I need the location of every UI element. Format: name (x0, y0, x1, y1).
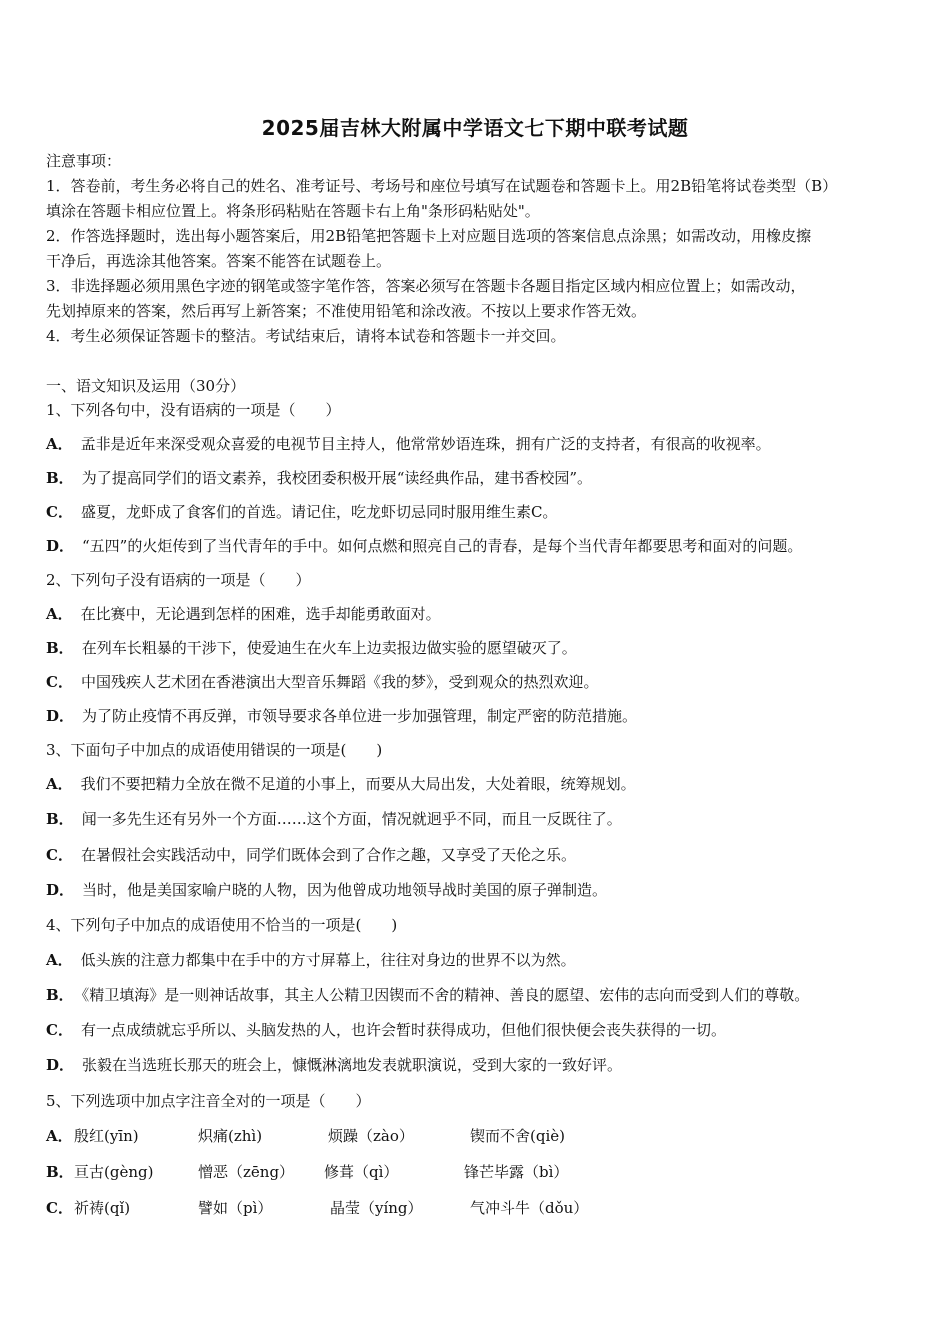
option-text: 有一点成绩就忘乎所以、头脑发热的人，也许会暂时获得成功，但他们很快便会丧失获得的一切。 (80, 1021, 726, 1039)
pinyin-item: 祈祷(qǐ) (74, 1199, 131, 1217)
answer-option (46, 468, 906, 488)
option-label: C． (46, 1199, 73, 1217)
answer-option (46, 672, 906, 692)
option-text: 张毅在当选班长那天的班会上，慷慨淋漓地发表就职演说，受到大家的一致好评。 (82, 1056, 623, 1074)
option-text: 为了防止疫情不再反弹，市领导要求各单位进一步加强管理，制定严密的防范措施。 (82, 707, 638, 725)
pinyin-item: 譬如（pì） (198, 1199, 273, 1217)
answer-option (46, 604, 906, 624)
pinyin-item: 憎恶（zēng） (198, 1163, 295, 1181)
option-label: C． (46, 1021, 73, 1039)
option-text: 孟非是近年来深受观众喜爱的电视节目主持人，他常常妙语连珠，拥有广泛的支持者，有很高的收视率。 (80, 435, 771, 453)
pinyin-item: 修葺（qì） (324, 1163, 399, 1181)
option-text: 闻一多先生还有另外一个方面……这个方面，情况就迥乎不同，而且一反既往了。 (81, 810, 622, 828)
option-text: 当时，他是美国家喻户晓的人物，因为他曾成功地领导战时美国的原子弹制造。 (82, 881, 608, 899)
page-title: 2025届吉林大附属中学语文七下期中联考试题 (261, 116, 689, 140)
notice-line: 填涂在答题卡相应位置上。将条形码粘贴在答题卡右上角"条形码粘贴处"。 (46, 202, 540, 220)
notice-line: 1．答卷前，考生务必将自己的姓名、准考证号、考场号和座位号填写在试题卷和答题卡上。用2B铅笔将试卷类型（B） (46, 177, 838, 195)
answer-option (46, 536, 906, 556)
pinyin-item: 亘古(gèng) (74, 1163, 154, 1181)
pinyin-option-row (46, 1198, 906, 1220)
question-stem: 3、下面句子中加点的成语使用错误的一项是( ) (46, 741, 383, 759)
pinyin-option-row (46, 1126, 906, 1148)
question-stem: 4、下列句子中加点的成语使用不恰当的一项是( ) (46, 916, 398, 934)
pinyin-option-row (46, 1162, 906, 1184)
option-text: 《精卫填海》是一则神话故事，其主人公精卫因锲而不舍的精神、善良的愿望、宏伟的志向而受到人们的尊敬。 (81, 986, 810, 1004)
pinyin-item: 锋芒毕露（bì） (464, 1163, 569, 1181)
option-label: D． (46, 1056, 75, 1074)
pinyin-item: 锲而不舍(qiè) (470, 1127, 565, 1145)
option-label: B． (46, 1163, 74, 1181)
answer-option (46, 950, 906, 970)
notice-line: 3．非选择题必须用黑色字迹的钢笔或签字笔作答，答案必须写在答题卡各题目指定区域内相应位置上；如需改动， (46, 277, 806, 295)
option-label: C． (46, 503, 73, 521)
notice-line: 2．作答选择题时，选出每小题答案后，用2B铅笔把答题卡上对应题目选项的答案信息点涂黑；如需改动，用橡皮擦 (46, 227, 812, 245)
notice-heading: 注意事项： (46, 152, 122, 170)
question-stem: 1、下列各句中，没有语病的一项是（ ） (46, 401, 341, 419)
notice-line: 先划掉原来的答案，然后再写上新答案；不准使用铅笔和涂改液。不按以上要求作答无效。 (46, 302, 647, 320)
option-label: C． (46, 846, 73, 864)
option-text: 为了提高同学们的语文素养，我校团委积极开展“读经典作品，建书香校园”。 (81, 469, 593, 487)
pinyin-item: 烦躁（zào） (328, 1127, 414, 1145)
answer-option (46, 809, 906, 829)
option-label: D． (46, 881, 75, 899)
pinyin-item: 炽痛(zhì) (198, 1127, 263, 1145)
answer-option (46, 985, 906, 1005)
option-text: 在比赛中，无论遇到怎样的困难，选手却能勇敢面对。 (80, 605, 441, 623)
option-label: D． (46, 537, 75, 555)
pinyin-item: 晶莹（yíng） (330, 1199, 423, 1217)
option-label: A． (46, 605, 73, 623)
option-text: “五四”的火炬传到了当代青年的手中。如何点燃和照亮自己的青春，是每个当代青年都要思考和面对的问题。 (82, 537, 803, 555)
option-text: 中国残疾人艺术团在香港演出大型音乐舞蹈《我的梦》，受到观众的热烈欢迎。 (80, 673, 599, 691)
option-label: B． (46, 469, 74, 487)
answer-option (46, 1055, 906, 1075)
notice-line: 4．考生必须保证答题卡的整洁。考试结束后，请将本试卷和答题卡一并交回。 (46, 327, 566, 345)
question-stem: 5、下列选项中加点字注音全对的一项是（ ） (46, 1092, 371, 1110)
option-label: A． (46, 1127, 73, 1145)
option-text: 盛夏，龙虾成了食客们的首选。请记住，吃龙虾切忌同时服用维生素C。 (80, 503, 558, 521)
answer-option (46, 706, 906, 726)
option-label: A． (46, 435, 73, 453)
option-label: A． (46, 951, 73, 969)
option-label: A． (46, 775, 73, 793)
answer-option (46, 434, 906, 454)
option-text: 低头族的注意力都集中在手中的方寸屏幕上，往往对身边的世界不以为然。 (80, 951, 576, 969)
notice-line: 干净后，再选涂其他答案。答案不能答在试题卷上。 (46, 252, 392, 270)
answer-option (46, 638, 906, 658)
answer-option (46, 1020, 906, 1040)
option-text: 我们不要把精力全放在微不足道的小事上，而要从大局出发，大处着眼，统筹规划。 (80, 775, 636, 793)
option-text: 在列车长粗暴的干涉下，使爱迪生在火车上边卖报边做实验的愿望破灭了。 (81, 639, 577, 657)
option-label: D． (46, 707, 75, 725)
answer-option (46, 845, 906, 865)
option-label: B． (46, 986, 74, 1004)
option-text: 在暑假社会实践活动中，同学们既体会到了合作之趣，又享受了天伦之乐。 (80, 846, 576, 864)
option-label: B． (46, 639, 74, 657)
answer-option (46, 774, 906, 794)
pinyin-item: 气冲斗牛（dǒu） (470, 1199, 589, 1217)
option-label: B． (46, 810, 74, 828)
question-stem: 2、下列句子没有语病的一项是（ ） (46, 571, 311, 589)
answer-option (46, 502, 906, 522)
option-label: C． (46, 673, 73, 691)
answer-option (46, 880, 906, 900)
section-heading: 一、语文知识及运用（30分） (46, 377, 246, 395)
pinyin-item: 殷红(yīn) (74, 1127, 139, 1145)
